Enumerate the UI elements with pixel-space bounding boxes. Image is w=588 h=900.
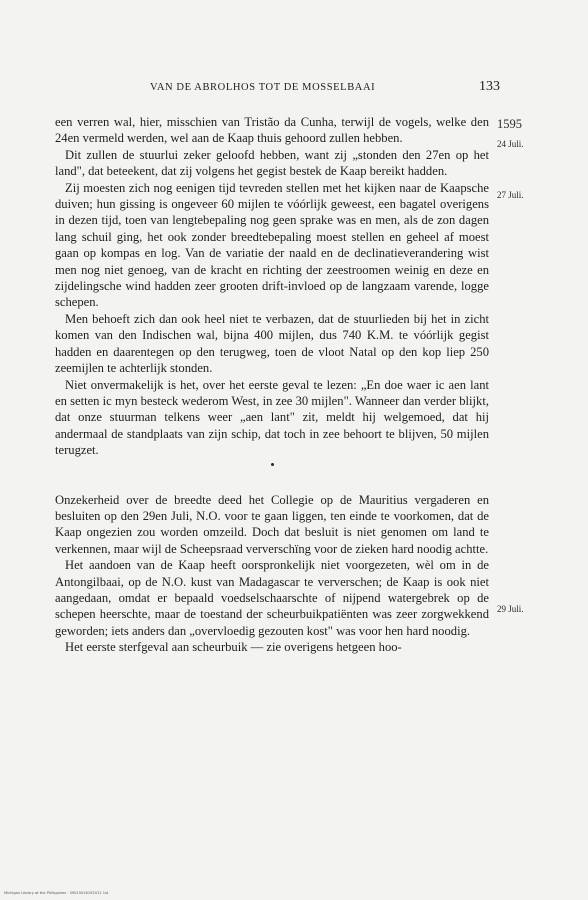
page-header [150,80,510,100]
paragraph: Zij moesten zich nog eenigen tijd tevreden stellen met het kijken naar de Kaapsche duiven; hun gissing is ongeveer 60 mijlen te vóórlijk geweest, een bagatel overigens in dezen tijd, toen van lengtebepaling nog geen sprake was en men, als de zon dagen lang schuil ging, het ook zonder breedtebepaling moest stellen en geheel af moest gaan op kompas en log. Van de variatie der naald en de declinatieverandering wist men nog niet genoeg, van de kracht en richting der zeestroomen weinig en deze en zijdelingsche wind hadden zeer grooten drift-invloed op de langzaam varende, logge schepen. [55,180,489,310]
paragraph: Dit zullen de stuurlui zeker geloofd hebben, want zij „stonden den 27en op het land", dat beteekent, dat zij volgens het gegist bestek de Kaap bereikt hadden. [55,147,489,179]
margin-year: 1595 [497,117,522,131]
paragraph: Niet onvermakelijk is het, over het eerste geval te lezen: „En doe waer ic aen lant en setten ic myn besteck wederom West, in zee 30 mijlen". Wanneer dan verder blijkt, dat onze stuurman telkens weer „aen lant" zit, meldt hij welgemoed, dat hij andermaal de standplaats van zijn schip, dat toch in zee behoort te blijven, 50 mijlen terugzet. [55,377,489,458]
margin-date-24-juli: 24 Juli. [497,139,524,149]
paragraph: Men behoeft zich dan ook heel niet te verbazen, dat de stuurlieden bij het in zicht komen van den Indischen wal, bijna 400 mijlen, dus 740 K.M. te vóórlijk gegist hadden en daarentegen op den terugweg, toen de vloot Natal op den kop liep 250 zeemijlen te achterlijk stonden. [55,311,489,376]
margin-date-27-juli: 27 Juli. [497,190,524,200]
section-gap [55,466,489,492]
running-head: VAN DE ABROLHOS TOT DE MOSSELBAAI [150,82,376,93]
paragraph: Onzekerheid over de breedte deed het Collegie op de Mauritius vergaderen en besluiten op den 29en Juli, N.O. voor te gaan liggen, ten einde te voorkomen, dat de Kaap ongezien zou worden omzeild. Doch dat besluit is niet genomen om land te verkennen, maar wijl de Scheepsraad ververschïng voor de zieken hard noodig achtte. [55,492,489,556]
paragraph: Het aandoen van de Kaap heeft oorspronkelijk niet voorgezeten, wèl om in de Antongilbaai, op de N.O. kust van Madagascar te ververschen; de Kaap is ook niet aangedaan, omdat er bepaald voedselschaarschte of nijpend watergebrek op de schepen heerschte, maar de toestand der scheurbuikpatiënten was zeer zorgwekkend geworden; iets anders dan „overvloedig gezouten kost" was voor hen hard noodig. [55,558,489,638]
paragraph: Het eerste sterfgeval aan scheurbuik — zie overigens hetgeen hoo- [65,640,402,655]
margin-date-29-juli: 29 Juli. [497,604,524,614]
page-number: 133 [479,79,500,94]
paragraph: een verren wal, hier, misschien van Tristão da Cunha, terwijl de vogels, welke den 24en vermeld werden, wel aan de Kaap thuis gehoord zullen hebben. [55,115,489,146]
body-text [55,114,489,656]
scan-footer: Michigan Library at the Philippines · 39015016192011 1st [4,891,109,895]
